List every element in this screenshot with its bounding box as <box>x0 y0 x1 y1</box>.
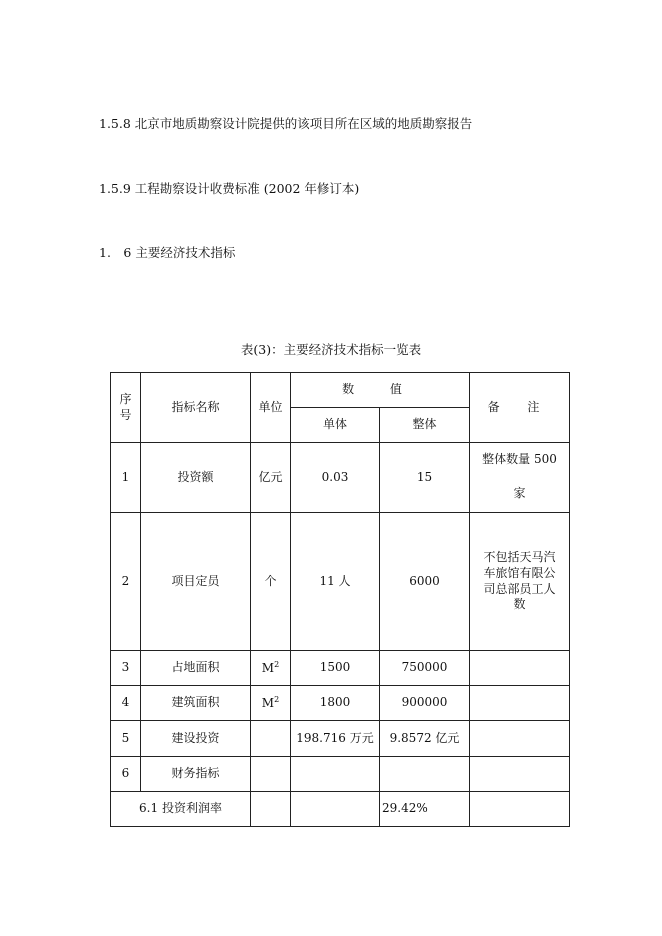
table-row <box>111 686 570 721</box>
row-unit <box>251 757 291 792</box>
row-note <box>470 686 570 721</box>
table-row <box>111 651 570 686</box>
section-1-5-8: 1.5.8 北京市地质勘察设计院提供的该项目所在区域的地质勘察报告 <box>99 116 473 131</box>
row-seq: 4 <box>111 686 141 721</box>
row-total: 750000 <box>380 651 470 686</box>
row-seq: 5 <box>111 721 141 757</box>
header-seq <box>111 373 141 443</box>
table-row <box>111 757 570 792</box>
row-note-line: 整体数量 500 <box>482 452 557 466</box>
row-seq: 2 <box>111 513 141 651</box>
row-total: 9.8572 亿元 <box>380 721 470 757</box>
row-total <box>380 757 470 792</box>
header-seq-line1: 序 <box>119 391 132 406</box>
unit-superscript: 2 <box>274 694 280 704</box>
row-unit <box>251 686 291 721</box>
row-unit: 亿元 <box>251 443 291 513</box>
row-note <box>470 513 570 651</box>
row-total: 29.42% <box>380 792 470 827</box>
row-subindex <box>111 792 251 827</box>
row-unit <box>251 721 291 757</box>
section-1-6-heading: 1. 6 主要经济技术指标 <box>99 245 236 260</box>
row-single: 198.716 万元 <box>291 721 380 757</box>
table-header-row <box>111 373 570 408</box>
row-note <box>470 721 570 757</box>
row-note <box>470 443 570 513</box>
row-name: 投资利润率 <box>161 801 222 816</box>
row-seq: 3 <box>111 651 141 686</box>
header-note: 备 注 <box>470 373 570 443</box>
table-row <box>111 443 570 513</box>
header-value: 数 值 <box>291 373 470 408</box>
row-note-line: 数 <box>513 597 526 612</box>
row-total: 15 <box>380 443 470 513</box>
unit-base: M <box>261 660 275 675</box>
row-note <box>470 792 570 827</box>
row-unit <box>251 651 291 686</box>
header-name: 指标名称 <box>141 373 251 443</box>
row-note-line: 不包括天马汽 <box>483 550 556 565</box>
row-name: 财务指标 <box>141 757 251 792</box>
row-single: 0.03 <box>291 443 380 513</box>
indicator-table <box>110 372 570 827</box>
row-note <box>470 757 570 792</box>
row-total: 900000 <box>380 686 470 721</box>
unit-base: M <box>261 695 275 710</box>
table-row <box>111 792 570 827</box>
row-note-line: 车旅馆有限公 <box>483 565 556 580</box>
row-unit: 个 <box>251 513 291 651</box>
row-note <box>470 651 570 686</box>
section-1-5-9: 1.5.9 工程勘察设计收费标准 (2002 年修订本) <box>99 181 360 196</box>
row-note-line: 司总部员工人 <box>483 581 556 596</box>
row-name: 投资额 <box>141 443 251 513</box>
table-row <box>111 721 570 757</box>
row-single <box>291 757 380 792</box>
header-total: 整体 <box>380 408 470 443</box>
row-single <box>291 792 380 827</box>
header-single: 单体 <box>291 408 380 443</box>
row-total: 6000 <box>380 513 470 651</box>
row-note-line: 家 <box>513 486 526 500</box>
table-row <box>111 513 570 651</box>
header-unit: 单位 <box>251 373 291 443</box>
row-seq: 1 <box>111 443 141 513</box>
row-single: 1800 <box>291 686 380 721</box>
row-seq: 6 <box>111 757 141 792</box>
header-seq-line2: 号 <box>119 407 132 422</box>
row-name: 占地面积 <box>141 651 251 686</box>
row-seq: 6.1 <box>139 801 159 816</box>
row-name: 建设投资 <box>141 721 251 757</box>
row-single: 11 人 <box>291 513 380 651</box>
row-unit <box>251 792 291 827</box>
unit-superscript: 2 <box>274 659 280 669</box>
row-single: 1500 <box>291 651 380 686</box>
table-caption: 表(3)：主要经济技术指标一览表 <box>240 342 422 357</box>
row-name: 项目定员 <box>141 513 251 651</box>
row-name: 建筑面积 <box>141 686 251 721</box>
